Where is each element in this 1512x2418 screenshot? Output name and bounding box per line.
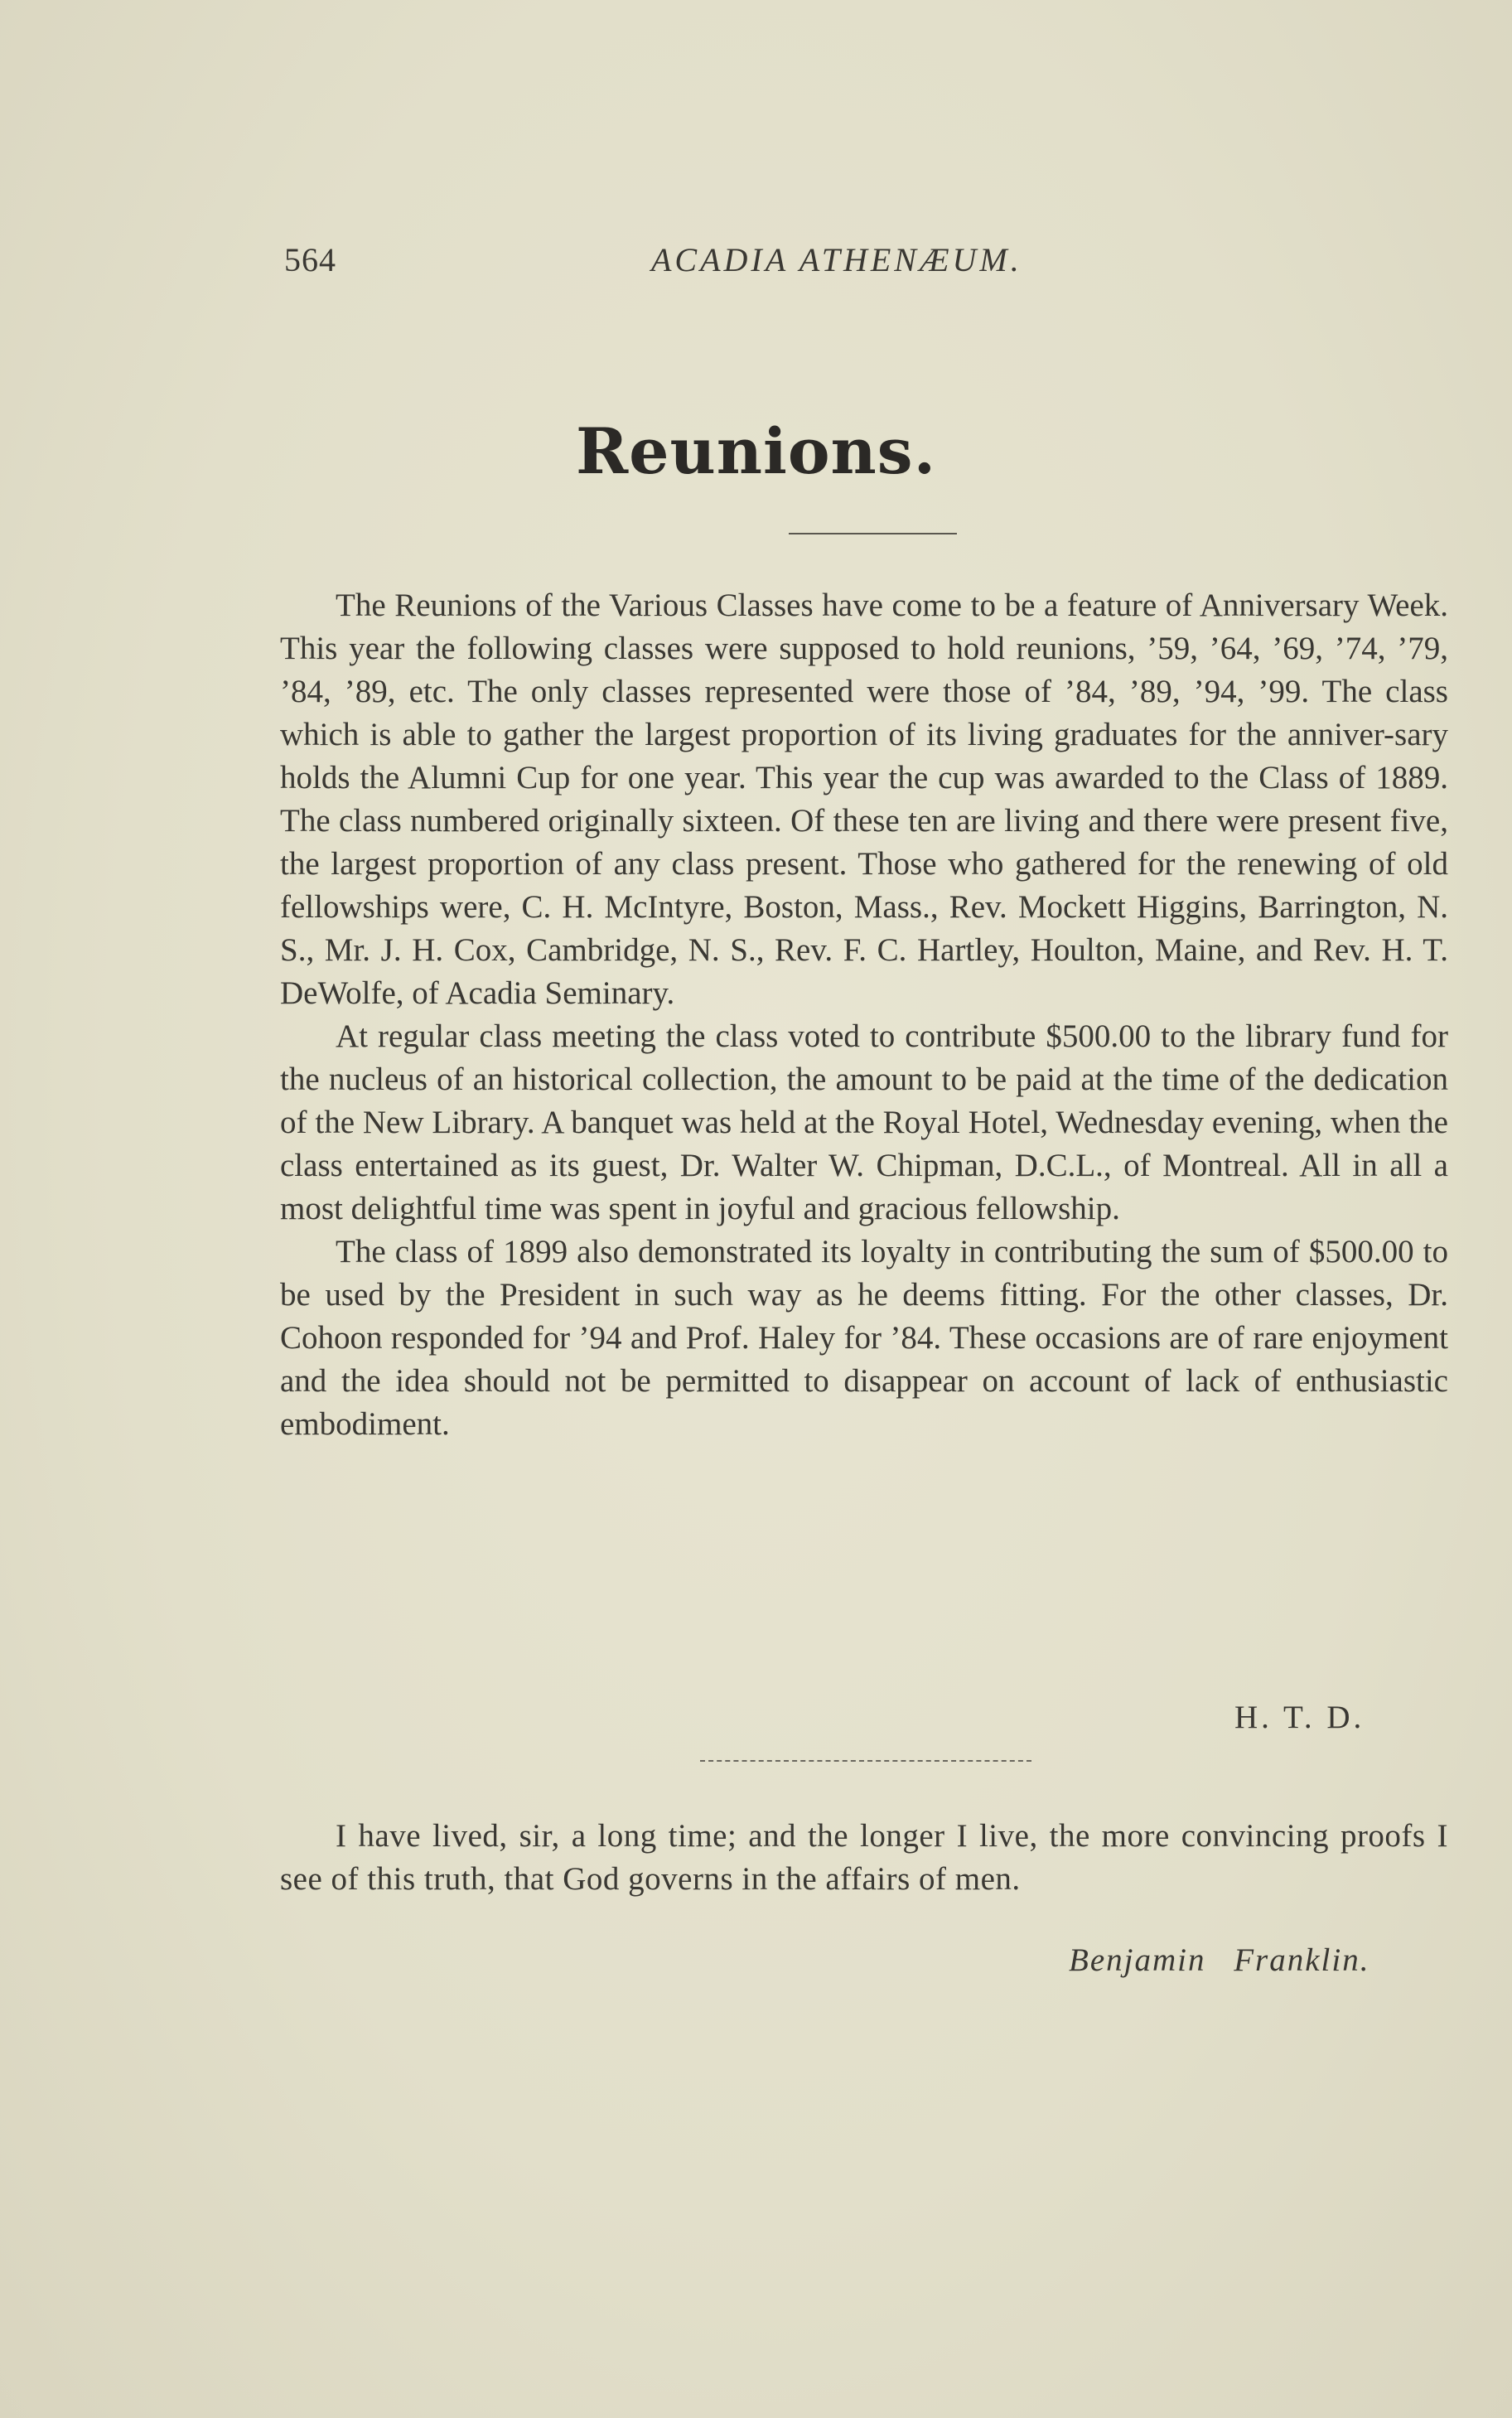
article-paragraph-3: The class of 1899 also demonstrated its loyalty in contributing the sum of $500.00 to be used by the President in such way as he deems fitting. For the other classes, Dr. Cohoon responded for ’94 and Prof. Haley for ’84. These occasions are of rare enjoyment and the idea should not be permitted to disappear on account of lack of enthusiastic embodiment.: [280, 1234, 1448, 1442]
section-divider: [700, 1760, 1031, 1762]
quote-author: Benjamin Franklin.: [1069, 1942, 1370, 1978]
article-title: Reunions.: [575, 414, 937, 488]
article-paragraph-1: The Reunions of the Various Classes have come to be a feature of Anniversary Week. This year the following classes were supposed to hold reunions, ’59, ’64, ’69, ’74, ’79, ’84, ’89, etc. The only classes represented were those of ’84, ’89, ’94, ’99. The class which is able to gather the largest proportion of its living graduates for the anniver-sary holds the Alumni Cup for one year. This year the cup was awarded to the Class of 1889. The class numbered originally sixteen. Of these ten are living and there were present five, the largest proportion of any class present. Those who gathered for the renewing of old fellowships were, C. H. McIntyre, Boston, Mass., Rev. Mockett Higgins, Barrington, N. S., Mr. J. H. Cox, Cambridge, N. S., Rev. F. C. Hartley, Houlton, Maine, and Rev. H. T. DeWolfe, of Acadia Seminary.: [280, 588, 1448, 1011]
article-body: [280, 584, 1448, 1446]
quote-block: [280, 1815, 1448, 1901]
page-number: 564: [284, 241, 336, 278]
title-divider: [789, 533, 957, 534]
article-signature: H. T. D.: [1234, 1700, 1365, 1735]
article-paragraph-2: At regular class meeting the class voted to contribute $500.00 to the library fund for the nucleus of an historical collection, the amount to be paid at the time of the dedication of the New Library. A banquet was held at the Royal Hotel, Wednesday evening, when the class entertained as its guest, Dr. Walter W. Chipman, D.C.L., of Montreal. All in all a most delightful time was spent in joyful and gracious fellowship.: [280, 1018, 1448, 1226]
quote-text: I have lived, sir, a long time; and the longer I live, the more convincing proofs I see of this truth, that God governs in the affairs of men.: [280, 1818, 1448, 1897]
journal-title: ACADIA ATHENÆUM.: [651, 241, 1022, 278]
running-head: [284, 240, 1444, 290]
